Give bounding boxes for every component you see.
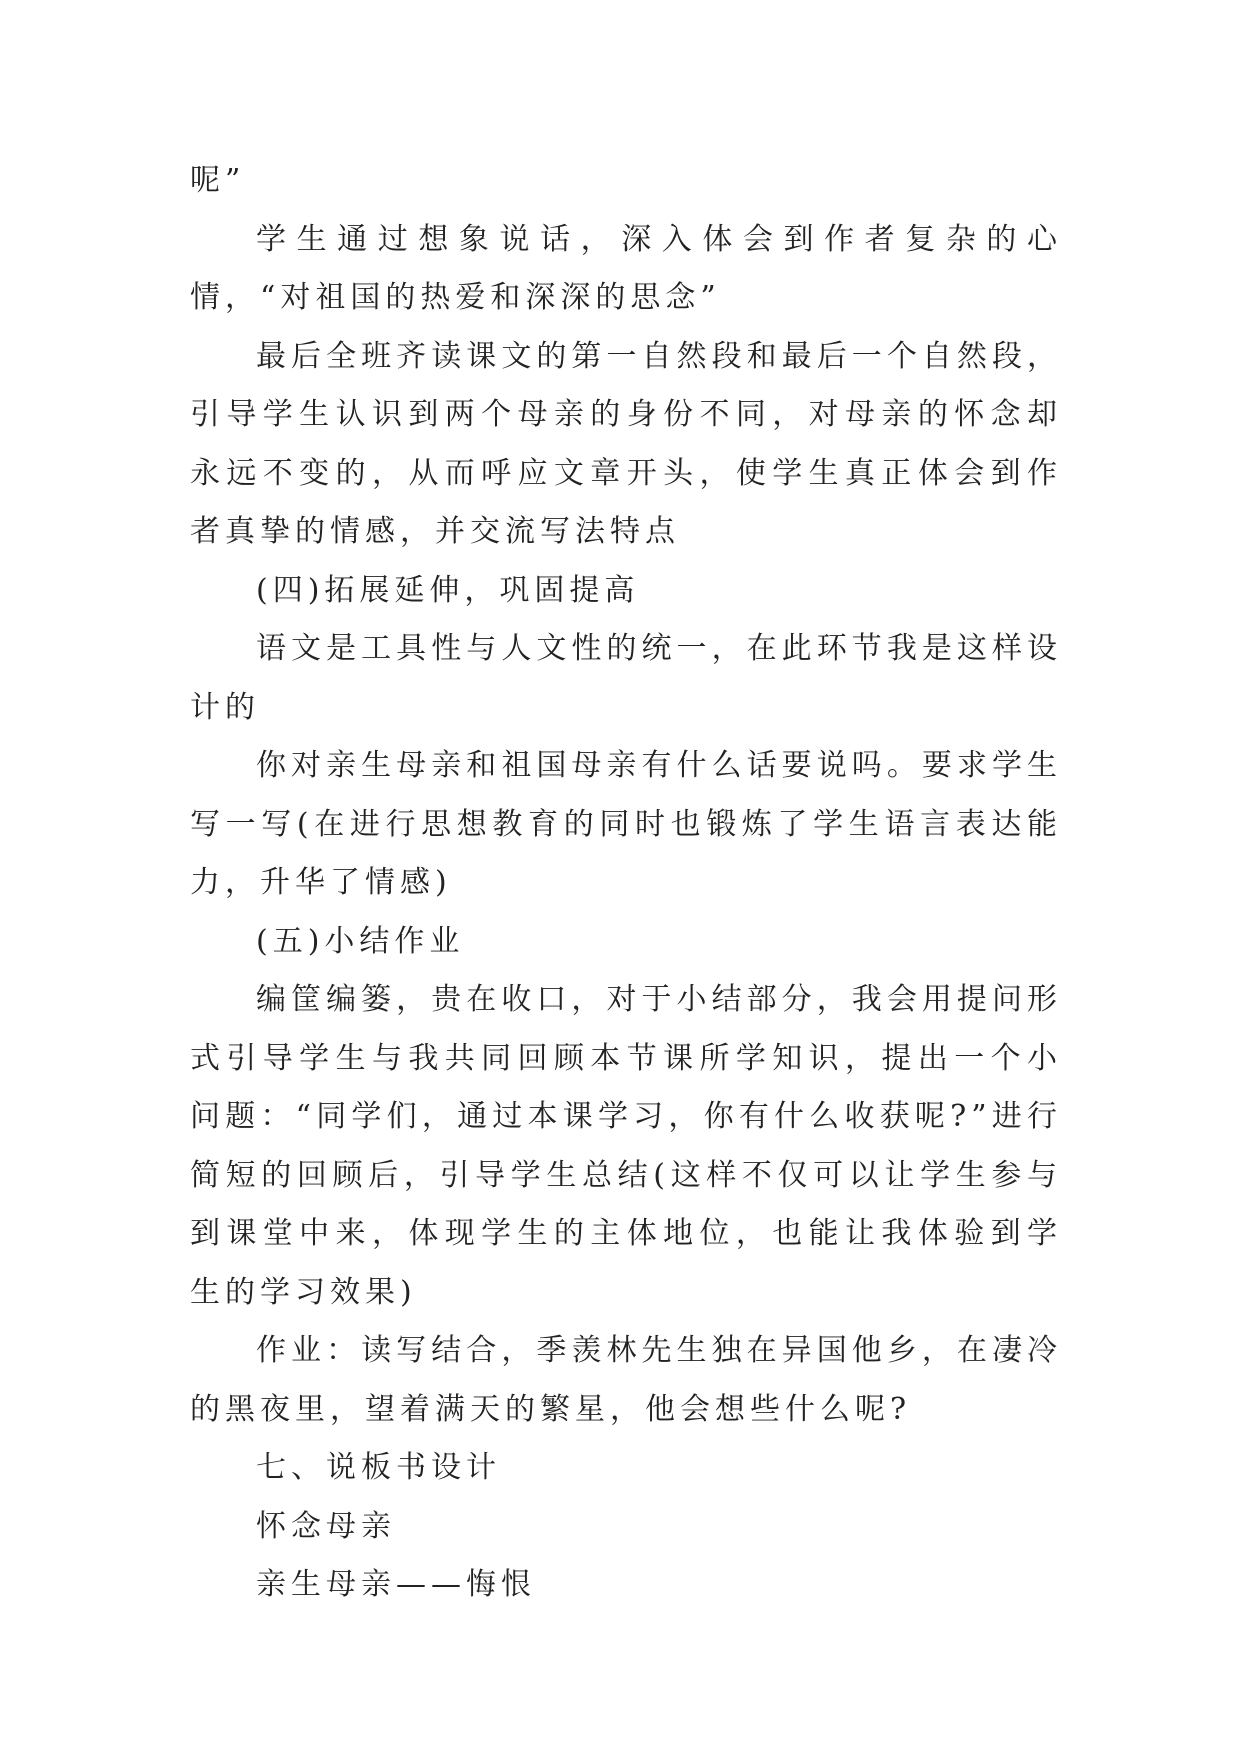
paragraph-student-imagination: 学生通过想象说话，深入体会到作者复杂的心情，“对祖国的热爱和深深的思念” (190, 221, 1062, 315)
paragraph-homework: 作业：读写结合，季羡林先生独在异国他乡，在凄冷的黑夜里，望着满天的繁星，他会想些什么呢? (190, 1333, 1062, 1427)
blackboard-line: 亲生母亲——悔恨 (256, 1567, 536, 1602)
blackboard-title: 怀念母亲 (256, 1508, 396, 1544)
paragraph-class-reading: 最后全班齐读课文的第一自然段和最后一个自然段，引导学生认识到两个母亲的身份不同，对母亲的怀念却永远不变的，从而呼应文章开头，使学生真正体会到作者真挚的情感，并交流写法特点 (190, 338, 1062, 549)
paragraph-continuation: 呢” (190, 163, 246, 198)
section-heading-extension: (四)拓展延伸，巩固提高 (256, 572, 640, 608)
paragraph-writing-task: 你对亲生母亲和祖国母亲有什么话要说吗。要求学生写一写(在进行思想教育的同时也锻炼了学生语言表达能力，升华了情感) (190, 748, 1062, 900)
section-heading-summary: (五)小结作业 (256, 923, 465, 959)
paragraph-summary: 编筐编篓，贵在收口，对于小结部分，我会用提问形式引导学生与我共同回顾本节课所学知识，提出一个小问题：“同学们，通过本课学习，你有什么收获呢?”进行简短的回顾后，引导学生总结(这样不仅可以让学生参与到课堂中来，体现学生的主体地位，也能让我体验到学生的学习效果) (190, 982, 1062, 1310)
paragraph-chinese-unity: 语文是工具性与人文性的统一，在此环节我是这样设计的 (190, 631, 1062, 725)
document-body (190, 152, 1062, 1615)
section-heading-blackboard: 七、说板书设计 (256, 1450, 501, 1485)
